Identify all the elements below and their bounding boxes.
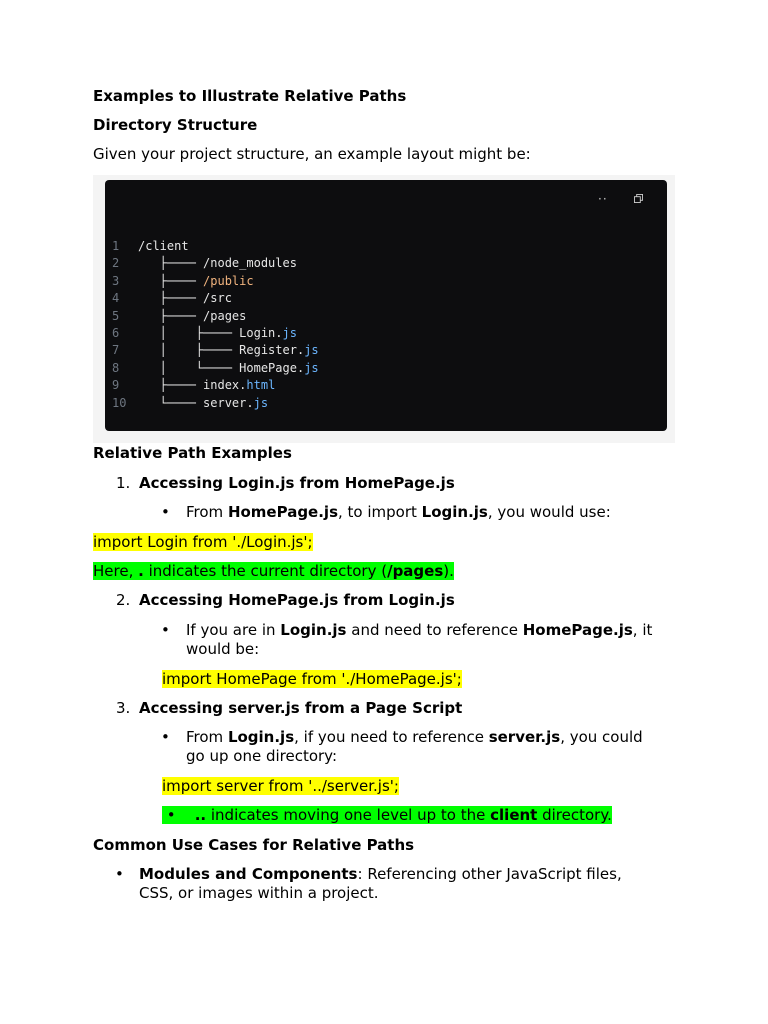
line-number: 9 [112,378,120,393]
heading-examples: Examples to Illustrate Relative Paths [93,87,407,105]
code-line [112,360,319,377]
code-line [112,395,319,412]
line-number: 1 [112,239,120,253]
line-number: 7 [112,343,120,358]
code-text: ├──── index.html [138,378,276,393]
more-options-icon[interactable]: ·· [598,192,608,206]
line-number: 5 [112,308,120,323]
item-3-code: import server from '../server.js'; [162,777,399,795]
item-1-code: import Login from './Login.js'; [93,533,313,551]
line-number: 2 [112,256,120,271]
code-text: │ └──── HomePage.js [138,360,319,375]
code-line [112,325,319,342]
code-text: ├──── /pages [138,308,247,323]
item-2-bullet-text: If you are in Login.js and need to reference HomePage.js, it [186,621,653,639]
list-number-1: 1. [116,474,131,492]
bullet: • [115,865,124,883]
copy-icon[interactable] [634,194,643,203]
code-text: ├──── /src [138,291,232,306]
line-number: 6 [112,325,120,340]
heading-directory-structure: Directory Structure [93,116,258,134]
item-3-note: • .. indicates moving one level up to the client directory. [162,806,612,824]
list-number-2: 2. [116,591,131,609]
code-line [112,308,319,325]
intro-text: Given your project structure, an example layout might be: [93,145,531,163]
code-line [112,342,319,359]
line-number: 3 [112,273,120,288]
bullet: • [161,503,170,521]
code-text: ├──── /public [138,273,254,288]
code-text: └──── server.js [138,395,269,410]
item-1-note: Here, . indicates the current directory (/pages). [93,562,454,580]
list-number-3: 3. [116,699,131,717]
code-text: ├──── /node_modules [138,256,297,271]
code-line [112,377,319,394]
item-2-code: import HomePage from './HomePage.js'; [162,670,462,688]
line-number: 10 [112,395,127,410]
code-text: /client [138,239,189,253]
item-2-bullet-text-line2: would be: [186,640,260,658]
code-line [112,238,319,255]
item-3-bullet-text-line2: go up one directory: [186,747,338,765]
code-toolbar [598,192,608,206]
bullet: • [161,621,170,639]
code-lines [112,238,319,412]
bullet: • [161,728,170,746]
heading-relative-path-examples: Relative Path Examples [93,444,292,462]
item-2-title: Accessing HomePage.js from Login.js [139,591,455,609]
code-line [112,255,319,272]
common-item-1-line2: CSS, or images within a project. [139,884,379,902]
heading-common-use-cases: Common Use Cases for Relative Paths [93,836,415,854]
code-text: │ ├──── Login.js [138,325,297,340]
code-line [112,290,319,307]
item-3-title: Accessing server.js from a Page Script [139,699,463,717]
line-number: 8 [112,360,120,375]
item-1-bullet-text: From HomePage.js, to import Login.js, you would use: [186,503,611,521]
code-line [112,273,319,290]
item-3-bullet-text: From Login.js, if you need to reference server.js, you could [186,728,643,746]
item-1-title: Accessing Login.js from HomePage.js [139,474,455,492]
code-text: │ ├──── Register.js [138,343,319,358]
common-item-1: Modules and Components: Referencing other JavaScript files, [139,865,622,883]
line-number: 4 [112,291,120,306]
